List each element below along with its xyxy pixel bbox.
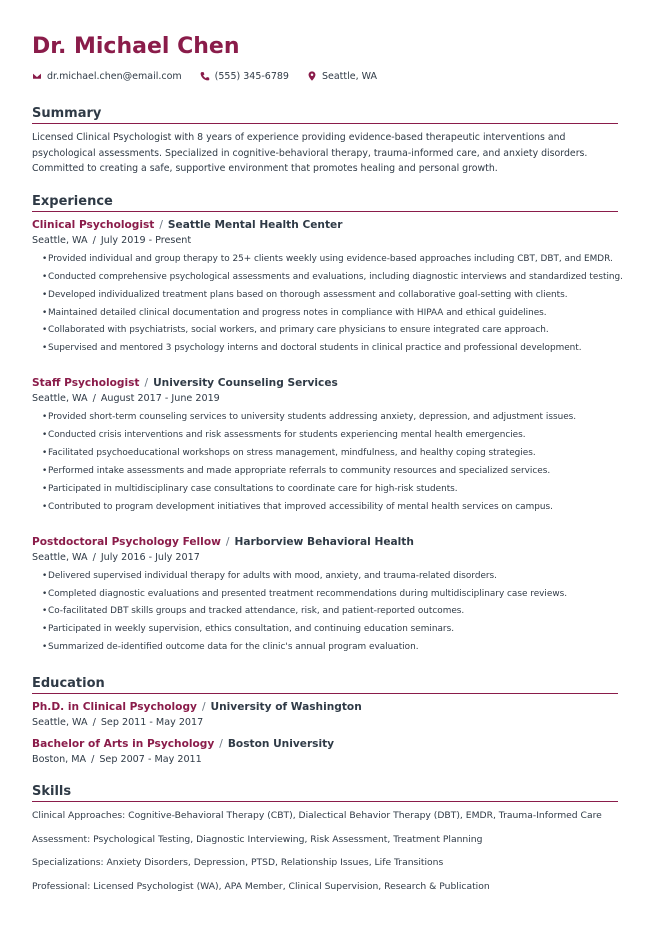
summary-heading: Summary — [32, 105, 618, 124]
separator: / — [92, 393, 96, 405]
job-location: Seattle, WA — [32, 234, 88, 246]
separator: / — [144, 377, 149, 390]
job-bullets — [32, 409, 618, 516]
education-section — [32, 675, 618, 767]
job-meta — [32, 391, 618, 406]
bullet-item: • Supervised and mentored 3 psychology interns and doctoral students in clinical practice and professional development. — [48, 340, 618, 358]
bullet-item: • Participated in multidisciplinary case consultations to coordinate care for high-risk students. — [48, 481, 618, 499]
separator: / — [201, 701, 206, 714]
education-meta — [32, 715, 618, 730]
separator: / — [91, 754, 95, 766]
job-entry — [32, 535, 618, 658]
skill-line: Specializations: Anxiety Disorders, Depression, PTSD, Relationship Issues, Life Transitions — [32, 857, 444, 869]
job-bullets — [32, 251, 623, 358]
job-role: Postdoctoral Psychology Fellow — [32, 535, 221, 548]
separator: / — [219, 738, 223, 751]
bullet-item: • Summarized de-identified outcome data for the clinic's annual program evaluation. — [48, 639, 618, 657]
separator: / — [92, 234, 96, 246]
bullet-item: • Participated in weekly supervision, ethics consultation, and continuing education seminars. — [48, 621, 618, 639]
degree: Ph.D. in Clinical Psychology — [32, 701, 197, 714]
skill-line: Assessment: Psychological Testing, Diagnostic Interviewing, Risk Assessment, Treatment Planning — [32, 833, 483, 845]
summary-text: Licensed Clinical Psychologist with 8 years of experience providing evidence-based therapeutic interventions and psychological assessments. Specialized in cognitive-behavioral therapy, trauma-informed care, and anxiety disorders. Committed to creating a safe, supportive environment that promotes healing and personal growth. — [32, 132, 588, 175]
bullet-item: • Provided short-term counseling services to university students addressing anxiety, depression, and adjustment issues. — [48, 409, 618, 427]
job-meta — [32, 550, 618, 565]
education-dates: Sep 2011 - May 2017 — [100, 717, 204, 729]
bullet-item: • Co-facilitated DBT skills groups and tracked attendance, risk, and patient-reported outcomes. — [48, 603, 618, 621]
job-meta — [32, 233, 618, 248]
contact-bar — [32, 69, 618, 83]
bullet-item: • Conducted crisis interventions and risk assessments for students experiencing mental health emergencies. — [48, 427, 618, 445]
education-entry — [32, 700, 618, 730]
separator: / — [225, 535, 230, 548]
candidate-name: Dr. Michael Chen — [32, 34, 240, 59]
bullet-item: • Maintained detailed clinical documentation and progress notes in compliance with HIPAA and ethical guidelines. — [48, 305, 618, 323]
education-location: Boston, MA — [32, 754, 87, 766]
job-header — [32, 376, 618, 391]
job-entry — [32, 376, 618, 516]
contact-location — [307, 71, 377, 82]
contact-phone[interactable] — [200, 71, 289, 82]
job-location: Seattle, WA — [32, 393, 88, 405]
bullet-item: • Delivered supervised individual therapy for adults with mood, anxiety, and trauma-related disorders. — [48, 568, 618, 586]
education-meta — [32, 752, 618, 767]
education-entry — [32, 737, 618, 767]
summary-section — [32, 105, 618, 177]
job-org: University Counseling Services — [153, 377, 338, 390]
education-dates: Sep 2007 - May 2011 — [99, 754, 202, 766]
job-dates: August 2017 - June 2019 — [100, 393, 220, 405]
job-role: Staff Psychologist — [32, 377, 140, 390]
bullet-item: • Contributed to program development initiatives that improved accessibility of mental health services on campus. — [48, 499, 618, 517]
bullet-item: • Developed individualized treatment plans based on thorough assessment and collaborative goal-setting with clients. — [48, 287, 618, 305]
job-dates: July 2016 - July 2017 — [100, 551, 200, 563]
contact-email[interactable] — [32, 71, 182, 82]
phone-icon — [200, 71, 210, 81]
bullet-item: • Collaborated with psychiatrists, social workers, and primary care physicians to ensure integrated care approach. — [48, 322, 618, 340]
bullet-item: • Facilitated psychoeducational workshops on stress management, mindfulness, and healthy coping strategies. — [48, 445, 618, 463]
education-location: Seattle, WA — [32, 717, 88, 729]
mail-icon — [32, 71, 42, 81]
skills-heading: Skills — [32, 783, 618, 802]
job-role: Clinical Psychologist — [32, 218, 155, 231]
job-location: Seattle, WA — [32, 551, 88, 563]
degree: Bachelor of Arts in Psychology — [32, 738, 215, 751]
bullet-item: • Performed intake assessments and made appropriate referrals to community resources and specialized services. — [48, 463, 618, 481]
skills-section — [32, 783, 618, 898]
job-org: Harborview Behavioral Health — [234, 535, 414, 548]
email-text: dr.michael.chen@email.com — [47, 70, 182, 82]
job-entry — [32, 218, 623, 358]
job-dates: July 2019 - Present — [100, 234, 192, 246]
experience-heading: Experience — [32, 193, 618, 212]
experience-section — [32, 193, 623, 657]
location-text: Seattle, WA — [321, 70, 378, 82]
education-header — [32, 737, 618, 752]
school: University of Washington — [210, 701, 362, 714]
job-org: Seattle Mental Health Center — [167, 218, 343, 231]
job-bullets — [32, 568, 618, 658]
bullet-item: • Completed diagnostic evaluations and presented treatment recommendations during multidisciplinary case reviews. — [48, 586, 618, 604]
phone-text: (555) 345-6789 — [214, 70, 289, 82]
education-heading: Education — [32, 675, 618, 694]
education-header — [32, 700, 618, 715]
skill-line: Clinical Approaches: Cognitive-Behavioral Therapy (CBT), Dialectical Behavior Therapy (DBT), EMDR, Trauma-Informed Care — [32, 810, 602, 822]
job-header — [32, 218, 618, 233]
bullet-item: • Conducted comprehensive psychological assessments and evaluations, including diagnostic interviews and standardized testing. — [48, 269, 618, 287]
school: Boston University — [227, 738, 335, 751]
job-header — [32, 535, 618, 550]
separator: / — [92, 717, 96, 729]
location-pin-icon — [307, 71, 317, 81]
separator: / — [92, 551, 96, 563]
separator: / — [159, 218, 163, 231]
skill-line: Professional: Licensed Psychologist (WA), APA Member, Clinical Supervision, Research & Publication — [32, 880, 490, 892]
bullet-item: • Provided individual and group therapy to 25+ clients weekly using evidence-based approaches including CBT, DBT, and EMDR. — [48, 251, 618, 269]
